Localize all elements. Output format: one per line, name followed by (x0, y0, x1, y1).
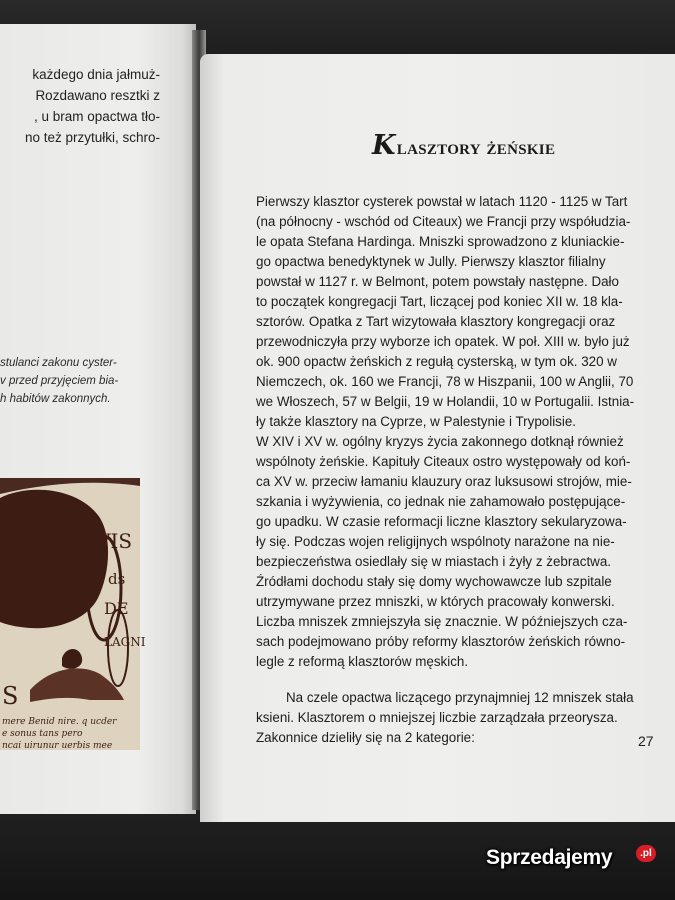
left-line: każdego dnia jałmuż- (32, 67, 160, 82)
left-line: no też przytułki, schro- (24, 130, 160, 145)
page-number: 27 (638, 733, 654, 749)
body-line: ca XV w. przeciw łamaniu klauzury oraz luksusowi strojów, mie- (256, 474, 632, 489)
illustration-letter: ds (108, 570, 126, 588)
body-line: sach podejmowano próby reformy klasztorów żeńskich równo- (256, 634, 626, 649)
chapter-heading (372, 130, 572, 161)
caption-line: h habitów zakonnych. (0, 393, 111, 405)
illustration-letter: LAGNI (104, 635, 146, 649)
illustration-letter: S (2, 682, 19, 710)
heading-text: lasztory żeńskie (396, 135, 556, 159)
body-line: Liczba mniszek zmniejszyła się znacznie. W późniejszych cza- (256, 614, 628, 629)
body-line: ły także klasztory na Cyprze, w Palestynie i Trypolisie. (256, 414, 577, 429)
body-line: sztorów. Opatka z Tart wizytowała klasztory kongregacji oraz (256, 314, 616, 329)
caption-line: v przed przyjęciem bia- (0, 375, 119, 387)
illustration-letter: DE (104, 599, 129, 618)
caption-line: stulanci zakonu cyster- (0, 357, 117, 369)
body-line: szkania i wyżywienia, co jednak nie zahamowało postępujące- (256, 494, 626, 509)
page-body (256, 192, 672, 748)
illustration-caption (0, 354, 160, 408)
body-line: powstał w 1127 r. w Belmont, potem powstały następne. Dało (256, 274, 619, 289)
body-line: wspólnoty żeńskie. Kapituły Citeaux ostro występowały od koń- (256, 454, 631, 469)
body-line: W XIV i XV w. ogólny kryzys życia zakonnego dotknął również (256, 434, 624, 449)
left-line: , u bram opactwa tło- (33, 109, 160, 124)
body-line: utrzymywane przez mniszki, w których pracowały konwerski. (256, 594, 615, 609)
body-line: przewodniczyła przy wyborze ich opatek. W poł. XIII w. było już (256, 334, 630, 349)
illustration-script: mere Benid nire. q ucder (2, 717, 117, 727)
body-line: Zakonnice dzieliły się na 2 kategorie: (256, 730, 475, 745)
body-line: Źródłami dochodu stały się domy wychowawcze lub szpitale (256, 574, 612, 589)
body-line: ły się. Podczas wojen religijnych wspólnoty narażone na nie- (256, 534, 615, 549)
watermark-badge: .pl (636, 845, 656, 862)
body-line: go upadku. W czasie reformacji liczne klasztory sekularyzowa- (256, 514, 627, 529)
body-line: legle z reformą klasztorów męskich. (256, 654, 469, 669)
illustration-script: e sonus tans pero (2, 729, 83, 739)
body-line: bezpieczeństwa osiedlały się w miastach i żyły z żebractwa. (256, 554, 611, 569)
body-line: Niemczech, ok. 160 we Francji, 78 w Hiszpanii, 100 w Anglii, 70 (256, 374, 634, 389)
body-line: we Włoszech, 57 w Belgii, 19 w Holandii, 10 w Portugalii. Istnia- (256, 394, 635, 409)
paragraph-gap (256, 672, 672, 688)
illustration-letter: VIS (96, 529, 133, 553)
body-line: to początek kongregacji Tart, liczącej pod koniec XII w. 18 kla- (256, 294, 623, 309)
manuscript-illustration (0, 478, 146, 751)
body-line: Pierwszy klasztor cysterek powstał w latach 1120 - 1125 w Tart (256, 194, 628, 209)
body-line: Na czele opactwa liczącego przynajmniej 12 mniszek stała (286, 690, 634, 705)
heading-initial: K (372, 130, 396, 161)
illustration-drawing (0, 478, 146, 751)
left-line: Rozdawano resztki z (35, 88, 160, 103)
left-page-text (0, 64, 160, 148)
watermark-logo: Sprzedajemy (486, 846, 613, 869)
body-line: ok. 900 opactw żeńskich z regułą cysterską, w tym ok. 320 w (256, 354, 617, 369)
illustration-script: ncai uirunur uerbis mee (2, 741, 113, 751)
body-line: le opata Stefana Hardinga. Mniszki sprowadzono z kluniackie- (256, 234, 625, 249)
body-line: go opactwa benedyktynek w Jully. Pierwszy klasztor filialny (256, 254, 606, 269)
body-line: (na północny - wschód od Citeaux) we Francji przy współudzia- (256, 214, 631, 229)
body-line: ksieni. Klasztorem o mniejszej liczbie zarządzała przeorysza. (256, 710, 618, 725)
